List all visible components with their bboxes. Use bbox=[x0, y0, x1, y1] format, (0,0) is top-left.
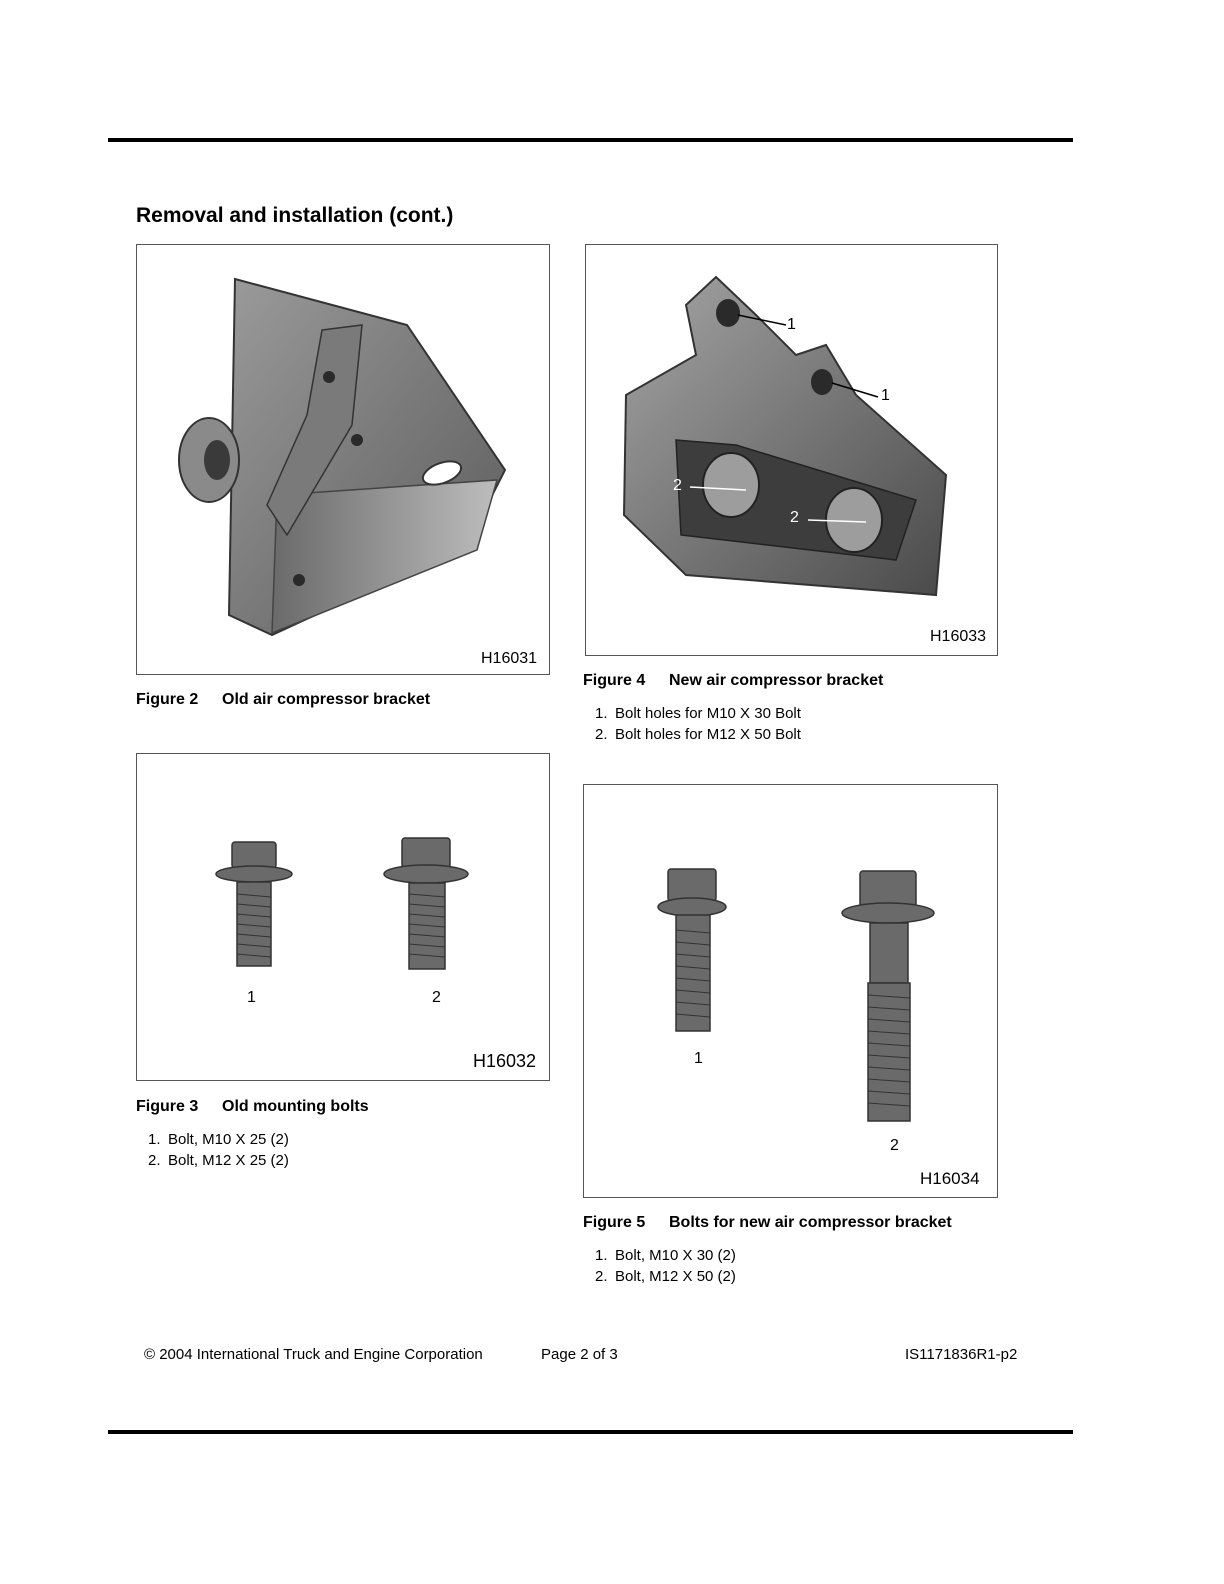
legend-text: Bolt, M12 X 25 (2) bbox=[168, 1152, 289, 1169]
legend-number: 1. bbox=[148, 1131, 161, 1148]
figure-3-id: H16032 bbox=[473, 1051, 537, 1071]
legend-number: 2. bbox=[595, 726, 608, 743]
figure-4-caption bbox=[583, 672, 883, 690]
legend-item bbox=[583, 724, 801, 745]
figure-3-callout-2: 2 bbox=[432, 989, 441, 1006]
figure-5-box bbox=[583, 784, 998, 1198]
figure-2-number: Figure 2 bbox=[136, 691, 199, 708]
bottom-rule bbox=[108, 1430, 1073, 1434]
footer-page-number: Page 2 of 3 bbox=[541, 1346, 618, 1363]
figure-2-title: Old air compressor bracket bbox=[222, 691, 431, 708]
figure-3-number: Figure 3 bbox=[136, 1098, 199, 1115]
figure-4-box bbox=[585, 244, 998, 656]
figure-2-caption bbox=[136, 691, 430, 709]
figure-4-callout-1a: 1 bbox=[787, 316, 796, 333]
figure-5-caption bbox=[583, 1214, 952, 1232]
top-rule bbox=[108, 138, 1073, 142]
figure-4-callout-2a: 2 bbox=[673, 477, 682, 494]
legend-item bbox=[583, 1245, 736, 1266]
figure-4-legend bbox=[583, 703, 801, 745]
figure-3-legend bbox=[136, 1129, 289, 1171]
figure-4-id: H16033 bbox=[930, 628, 987, 645]
figure-5-number: Figure 5 bbox=[583, 1214, 646, 1231]
legend-text: Bolt holes for M12 X 50 Bolt bbox=[615, 726, 801, 743]
legend-number: 2. bbox=[595, 1268, 608, 1285]
new-bracket-illustration bbox=[586, 245, 997, 655]
footer-copyright: © 2004 International Truck and Engine Corporation bbox=[144, 1346, 483, 1363]
footer-doc-id: IS1171836R1-p2 bbox=[905, 1346, 1018, 1363]
figure-4-title: New air compressor bracket bbox=[669, 672, 884, 689]
figure-2-id: H16031 bbox=[481, 650, 538, 667]
figure-5-title: Bolts for new air compressor bracket bbox=[669, 1214, 952, 1231]
figure-4-number: Figure 4 bbox=[583, 672, 646, 689]
section-title: Removal and installation (cont.) bbox=[136, 204, 454, 227]
legend-text: Bolt holes for M10 X 30 Bolt bbox=[615, 705, 801, 722]
figure-3-title: Old mounting bolts bbox=[222, 1098, 369, 1115]
figure-3-box bbox=[136, 753, 550, 1081]
legend-item bbox=[583, 1266, 736, 1287]
figure-3-callout-1: 1 bbox=[247, 989, 256, 1006]
legend-text: Bolt, M10 X 30 (2) bbox=[615, 1247, 736, 1264]
legend-text: Bolt, M12 X 50 (2) bbox=[615, 1268, 736, 1285]
figure-4-callout-2b: 2 bbox=[790, 509, 799, 526]
figure-5-id: H16034 bbox=[920, 1169, 980, 1188]
legend-item bbox=[136, 1150, 289, 1171]
figure-2-box bbox=[136, 244, 550, 675]
legend-text: Bolt, M10 X 25 (2) bbox=[168, 1131, 289, 1148]
figure-4-callout-1b: 1 bbox=[881, 387, 890, 404]
new-bolts-illustration bbox=[584, 785, 997, 1197]
legend-number: 1. bbox=[595, 1247, 608, 1264]
old-bolts-illustration bbox=[137, 754, 549, 1080]
legend-number: 1. bbox=[595, 705, 608, 722]
figure-5-legend bbox=[583, 1245, 736, 1287]
legend-item bbox=[583, 703, 801, 724]
figure-5-callout-2: 2 bbox=[890, 1137, 899, 1154]
legend-item bbox=[136, 1129, 289, 1150]
old-bracket-illustration bbox=[137, 245, 549, 674]
legend-number: 2. bbox=[148, 1152, 161, 1169]
figure-5-callout-1: 1 bbox=[694, 1050, 703, 1067]
figure-3-caption bbox=[136, 1098, 369, 1116]
